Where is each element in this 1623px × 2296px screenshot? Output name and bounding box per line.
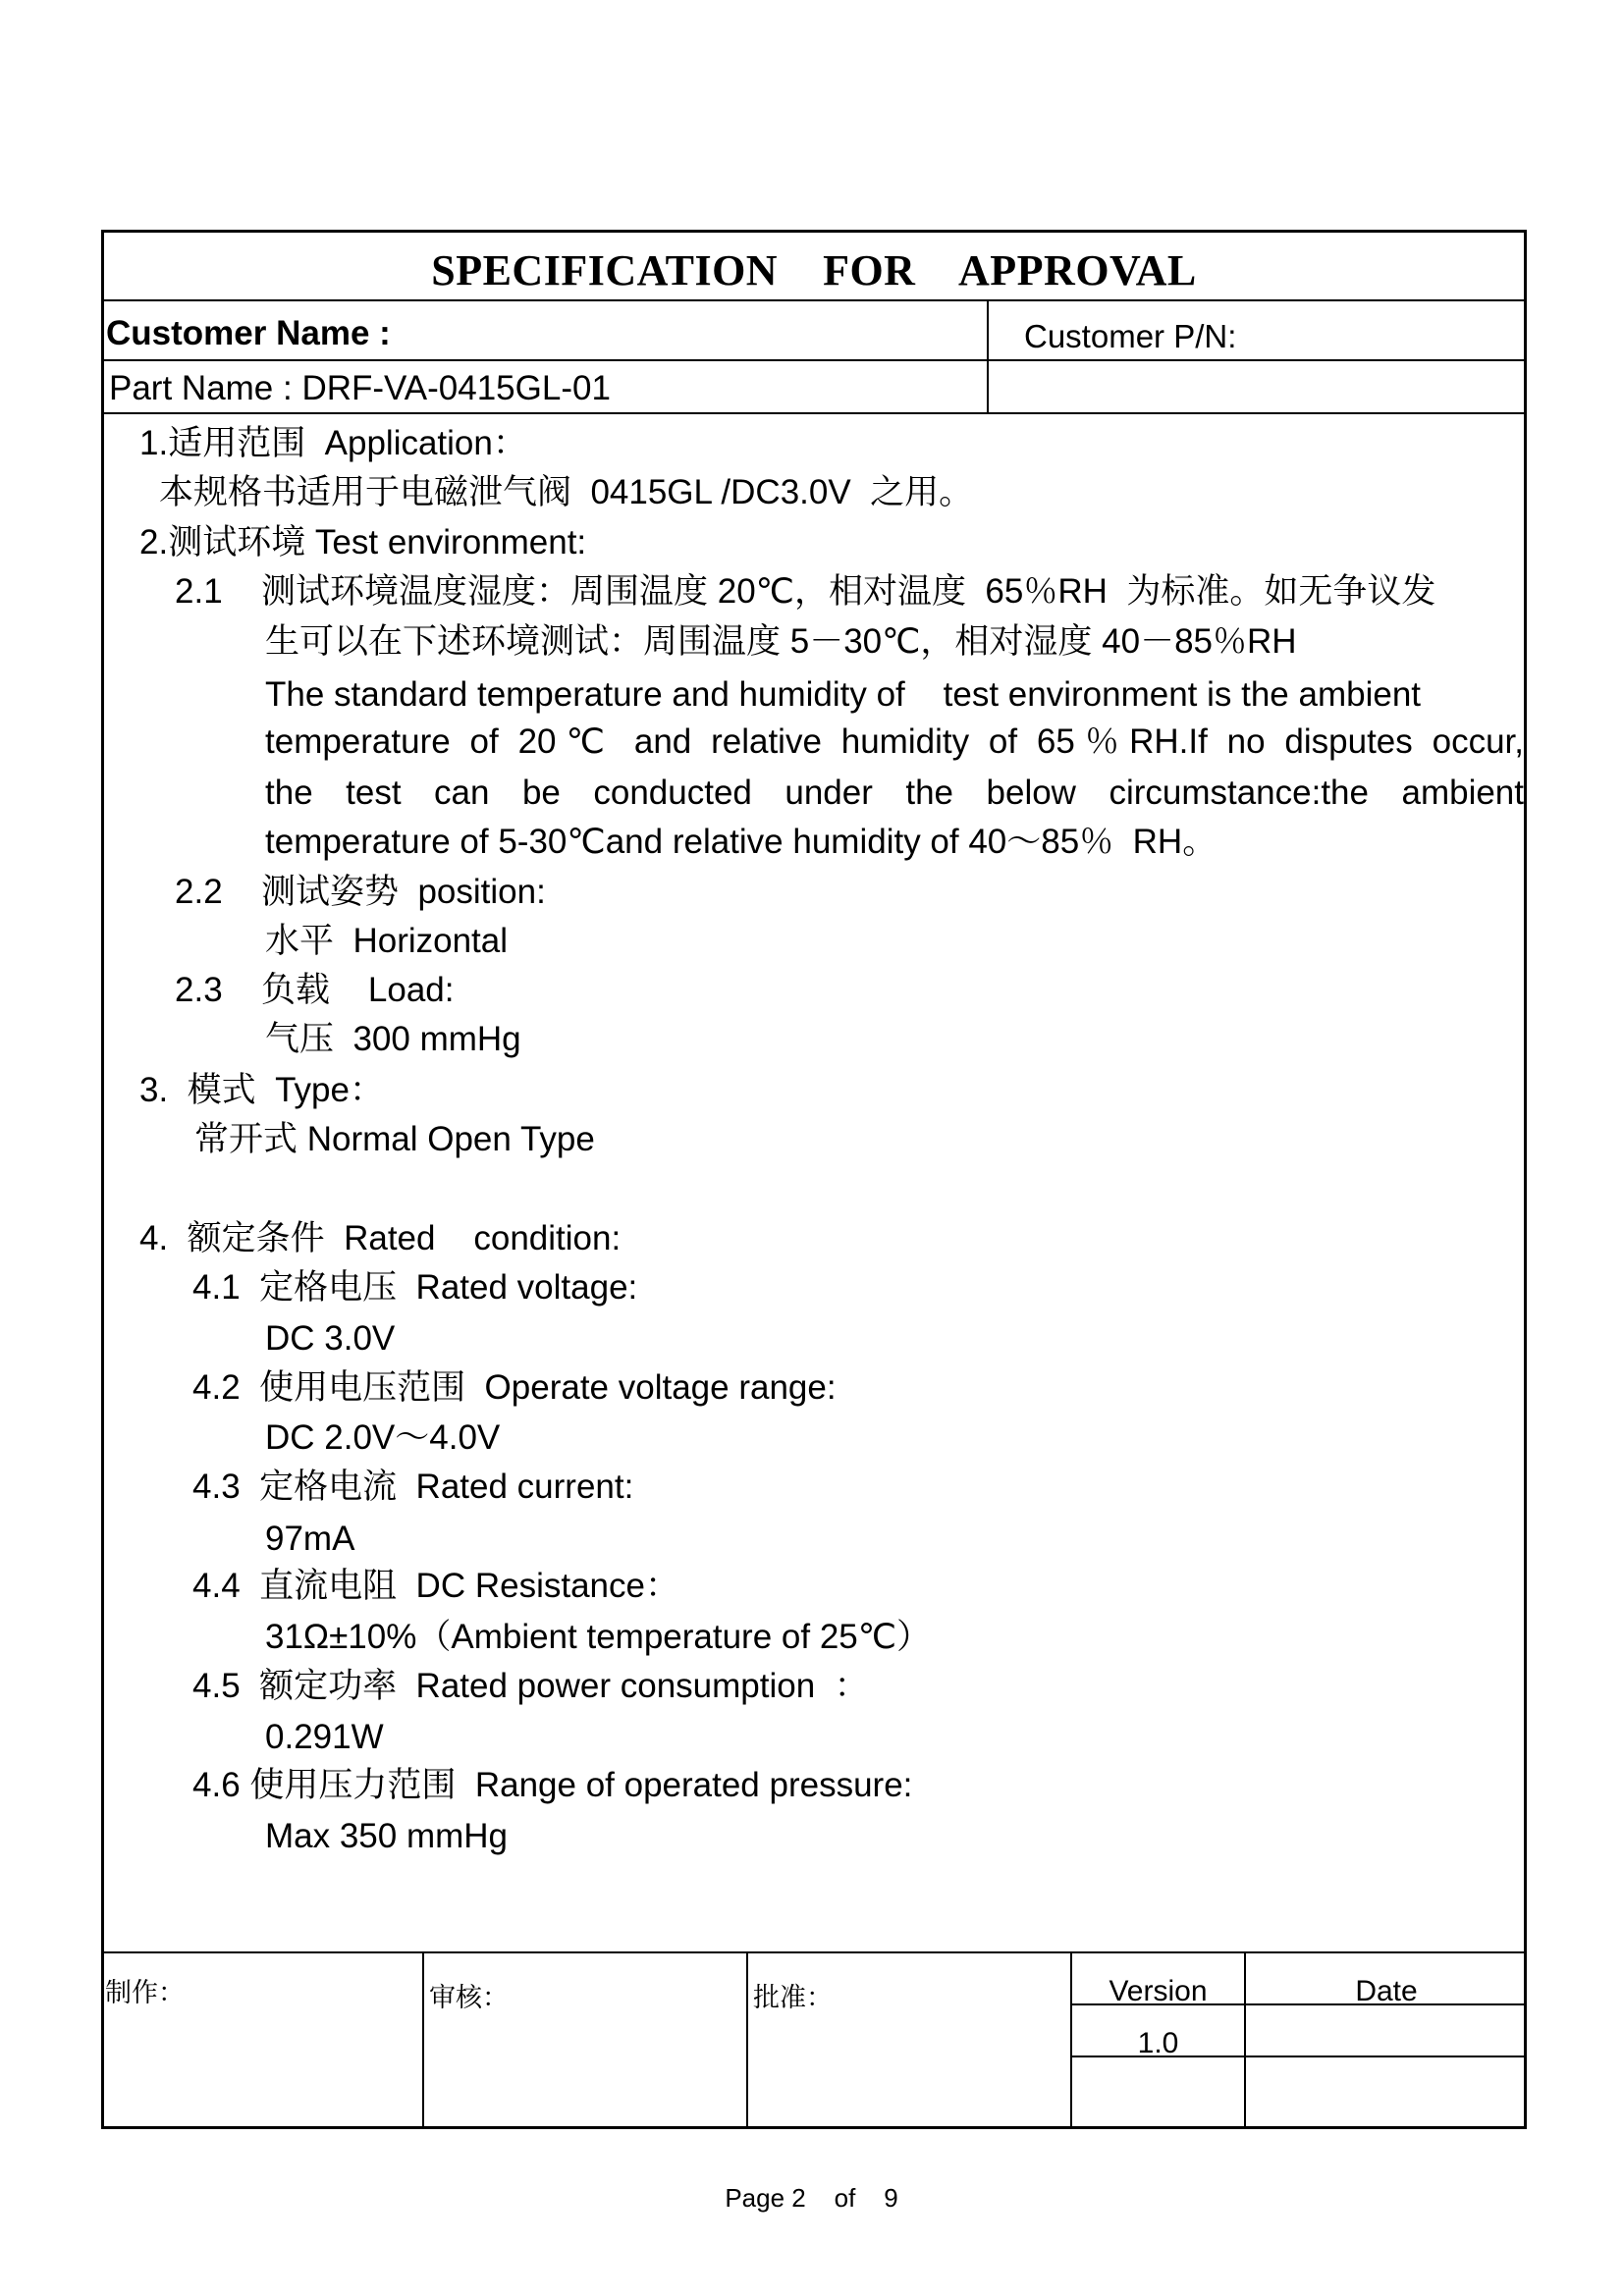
customer-pn-label: Customer P/N: — [1024, 318, 1237, 354]
document-title: SPECIFICATION FOR APPROVAL — [431, 246, 1197, 294]
section-2-1-cn-line-2: 生可以在下述环境测试：周围温度 5－30℃，相对湿度 40－85％RH — [265, 622, 1297, 661]
date-label: Date — [1355, 1975, 1418, 2007]
section-2-1-en-line-4: temperature of 5-30℃and relative humidity of 40～85％ RH。 — [265, 823, 1217, 861]
made-by-label: 制作： — [105, 1978, 185, 2008]
title-divider — [101, 299, 1527, 301]
section-4-6-value: Max 350 mmHg — [265, 1817, 509, 1855]
section-4-5-value: 0.291W — [265, 1718, 384, 1756]
review-label: 审核： — [429, 1983, 509, 2013]
section-2-1-en-line-3: the test can be conducted under the below circumstance:the ambient — [265, 774, 1524, 812]
section-4-5-label: 4.5 额定功率 Rated power consumption ： — [192, 1667, 869, 1705]
version-value: 1.0 — [1137, 2027, 1179, 2059]
part-name: Part Name : DRF-VA-0415GL-01 — [109, 369, 611, 407]
section-2-1-cn-line-1: 测试环境温度湿度：周围温度 20℃，相对温度 65％RH 为标准。如无争议发 — [261, 572, 1436, 611]
section-2-1-en-line-1: The standard temperature and humidity of test environment is the ambient — [265, 675, 1422, 714]
section-1-text: 本规格书适用于电磁泄气阀 0415GL /DC3.0V 之用。 — [159, 473, 974, 511]
header-column-divider — [987, 299, 989, 413]
section-2-2-value: 水平 Horizontal — [265, 922, 509, 960]
section-4-3-label: 4.3 定格电流 Rated current: — [192, 1468, 634, 1506]
section-4-1-value: DC 3.0V — [265, 1319, 396, 1358]
section-2-2-number: 2.2 — [175, 873, 223, 911]
approve-label: 批准： — [753, 1983, 833, 2013]
signoff-divider-2 — [746, 1951, 748, 2129]
section-4-title: 4. 额定条件 Rated condition: — [139, 1219, 622, 1257]
customer-name-label: Customer Name : — [106, 314, 391, 352]
customer-row-divider — [101, 359, 1527, 361]
partname-row-divider — [101, 412, 1527, 414]
section-3-value: 常开式 Normal Open Type — [194, 1120, 595, 1158]
section-2-2-label: 测试姿势 position: — [261, 873, 546, 911]
section-2-3-value: 气压 300 mmHg — [265, 1020, 521, 1058]
section-2-title: 2.测试环境 Test environment: — [139, 523, 587, 561]
section-2-1-number: 2.1 — [175, 572, 223, 611]
section-2-3-number: 2.3 — [175, 971, 223, 1009]
page-number: Page 2 of 9 — [725, 2183, 898, 2213]
section-1-title: 1.适用范围 Application： — [139, 424, 527, 462]
section-4-2-value: DC 2.0V～4.0V — [265, 1418, 501, 1457]
section-4-1-label: 4.1 定格电压 Rated voltage: — [192, 1268, 638, 1307]
section-2-3-label: 负载 Load: — [261, 971, 455, 1009]
version-label: Version — [1109, 1975, 1208, 2007]
signoff-top-divider — [101, 1951, 1527, 1953]
section-4-4-label: 4.4 直流电阻 DC Resistance： — [192, 1567, 679, 1605]
signoff-divider-1 — [422, 1951, 424, 2129]
section-4-2-label: 4.2 使用电压范围 Operate voltage range: — [192, 1368, 837, 1407]
section-4-4-value: 31Ω±10%（Ambient temperature of 25℃） — [265, 1618, 932, 1656]
section-4-6-label: 4.6 使用压力范围 Range of operated pressure: — [192, 1766, 913, 1804]
section-4-3-value: 97mA — [265, 1520, 355, 1558]
section-3-title: 3. 模式 Type： — [139, 1071, 384, 1109]
section-2-1-en-line-2: temperature of 20℃ and relative humidity of 65％RH.If no disputes occur, — [265, 722, 1524, 761]
